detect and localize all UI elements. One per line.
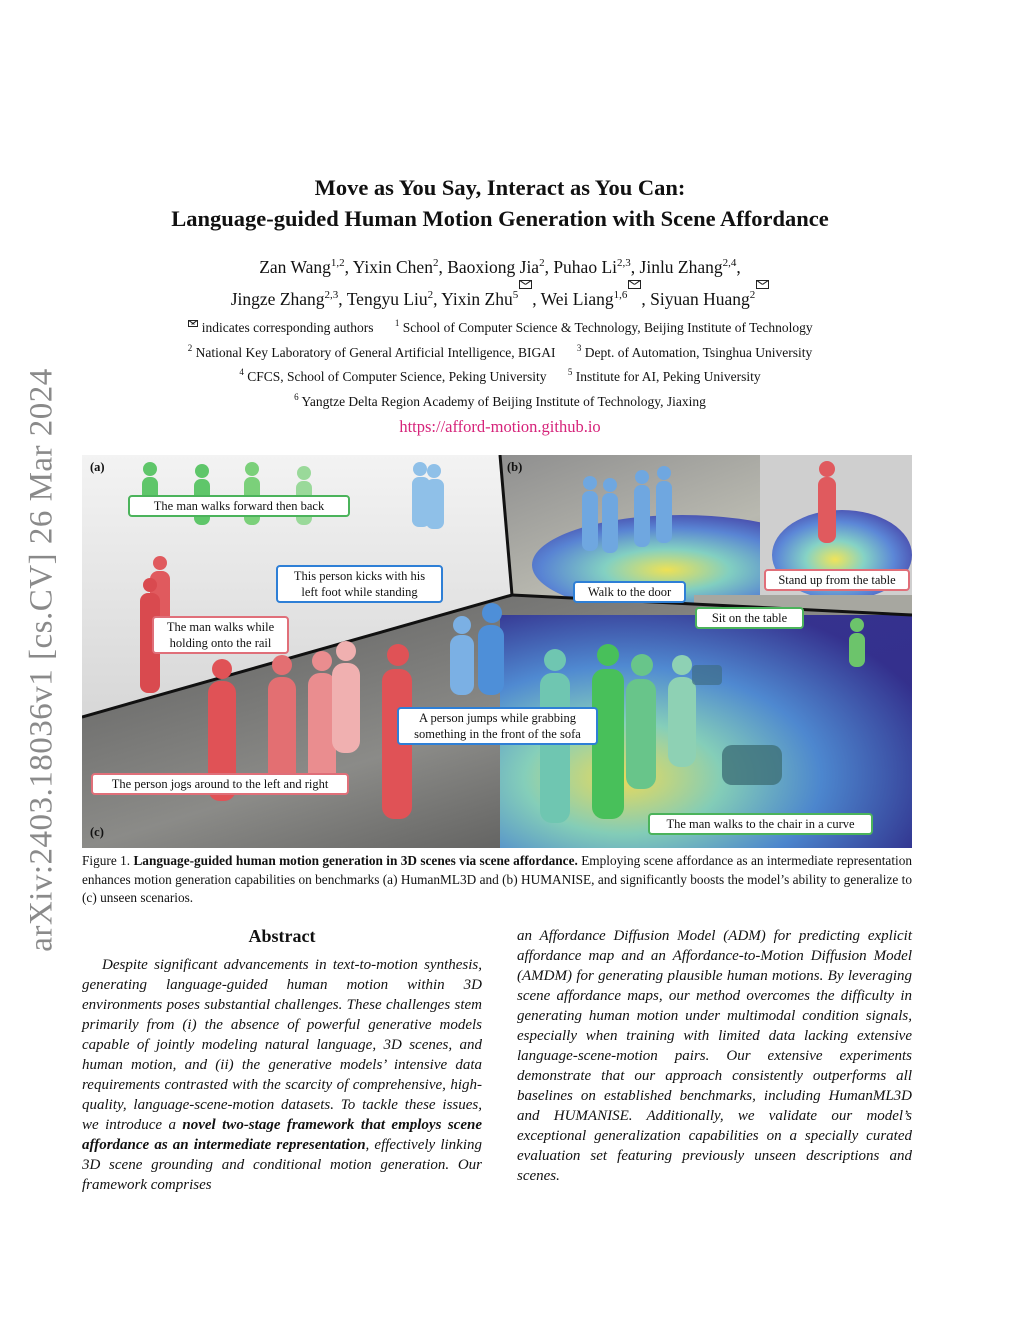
panel-label-c: (c) [90,825,104,839]
envelope-icon [519,280,532,289]
affiliation-2: National Key Laboratory of General Artificial Intelligence, BIGAI [195,344,556,360]
caption-kicks-left-foot: This person kicks with his left foot while standing [276,565,443,603]
caption-walks-forward-back: The man walks forward then back [128,495,350,517]
affiliation-line-2 [100,341,900,366]
abstract-p1-bold: novel two-stage framework that employs scene affordance as an intermediate representation [82,1117,483,1153]
author-separator: , [630,257,640,277]
affiliation-4: CFCS, School of Computer Science, Peking University [247,369,547,384]
corresponding-note: indicates corresponding authors [201,320,374,335]
arxiv-stamp-text: arXiv:2403.18036v1 [cs.CV] 26 Mar 2024 [23,368,60,952]
author-name: Yixin Zhu [441,289,513,309]
author-affiliation: 2 [432,257,439,269]
figures-panel-a-blue [412,462,444,529]
author-affiliation: 1,2 [330,257,345,269]
author-separator: , [338,289,347,309]
panel-label-b: (b) [507,460,523,474]
figure-label: Figure 1. [82,853,131,868]
author-affiliation: 2,4 [722,257,737,269]
author-separator: , [736,257,741,277]
affiliation-1: School of Computer Science & Technology, Beijing Institute of Technology [402,320,813,335]
author-list [100,254,900,312]
author-separator: , [438,257,448,277]
affiliation-number: 1 [394,318,400,328]
affiliation-number: 5 [512,289,519,301]
affiliation-number: 4 [239,367,244,377]
affiliation-number: 3 [576,342,582,353]
affiliation-line-3 [100,365,900,390]
affiliation-6: Yangtze Delta Region Academy of Beijing Institute of Technology, Jiaxing [301,393,706,409]
affiliation-number: 6 [294,391,299,402]
author-separator: , [641,289,651,309]
author-separator: , [344,257,353,277]
paper-title [100,172,900,234]
caption-walks-to-chair: The man walks to the chair in a curve [648,813,873,835]
caption-holding-rail: The man walks while holding onto the rail [152,616,289,654]
author-name: Zan Wang [259,257,331,277]
affiliation-number: 5 [567,367,573,377]
title-line-2: Language-guided Human Motion Generation with Scene Affordance [171,206,829,231]
arxiv-stamp [22,355,62,965]
author-name: Tengyu Liu [346,289,428,309]
abstract-p1-end: , effectively linking 3D scene grounding and conditional motion generation. Our framework comprises [82,1137,482,1193]
envelope-icon [188,320,198,327]
affiliation-number: 1,6 [613,289,628,301]
abstract-heading: Abstract [248,926,316,946]
author-name: Wei Liang [540,289,614,309]
author-affiliation: 2,3 [617,257,631,269]
author-name: Jinlu Zhang [639,257,723,277]
affiliations [100,316,900,414]
author-affiliation [513,289,533,301]
abstract-p1-start: Despite significant advancements in text-to-motion synthesis, generating language-guided human motion within 3D environments poses substantial challenges. These challenges stem primarily from (i) the absence of powerful generative models capable of jointly modeling natural language, 3D scenes, and human motion, and (ii) the generative models’ intensive data requirements contrasted with the scarcity of comprehensive, high-quality, language-scene-motion datasets. To tackle these issues, we introduce a [82,957,482,1133]
caption-walk-to-door: Walk to the door [573,581,686,603]
affiliation-5: Institute for AI, Peking University [575,369,761,384]
abstract-left-column [82,955,482,1195]
envelope-icon [756,280,769,289]
author-name: Puhao Li [553,257,618,277]
author-affiliation [750,289,770,301]
caption-sit-on-table: Sit on the table [695,607,804,629]
affiliation-number: 2 [749,289,756,301]
figure-caption [82,852,912,908]
affiliation-3: Dept. of Automation, Tsinghua University [584,344,813,360]
project-url-link[interactable]: https://afford-motion.github.io [399,417,601,436]
caption-jogs-left-right: The person jogs around to the left and right [91,773,349,795]
teaser-figure [82,455,912,848]
title-line-1: Move as You Say, Interact as You Can: [314,175,686,200]
author-line-2 [100,280,900,312]
author-separator: , [433,289,442,309]
author-separator: , [532,289,541,309]
caption-jumps-grabbing: A person jumps while grabbing something in the front of the sofa [397,707,598,745]
caption-stand-up-table: Stand up from the table [764,569,910,591]
figure-caption-bold: Language-guided human motion generation in 3D scenes via scene affordance. [133,853,578,868]
author-affiliation: 2 [427,289,434,301]
affiliation-number: 2 [187,342,193,353]
author-name: Yixin Chen [352,257,433,277]
author-name: Baoxiong Jia [447,257,540,277]
affiliation-line-1 [100,316,900,341]
affiliation-line-4 [100,390,900,415]
author-affiliation [614,289,642,301]
panel-label-a: (a) [90,460,105,474]
author-name: Jingze Zhang [230,289,325,309]
author-separator: , [544,257,554,277]
envelope-icon [628,280,641,289]
abstract-right-column: an Affordance Diffusion Model (ADM) for predicting explicit affordance map and an Affordance-to-Motion Diffusion Model (AMDM) for generating plausible human motions. By leveraging scene affordance maps, our method overcomes the difficulty in generating human motion under multimodal condition signals, especially when training with limited data lacking extensive language-scene-motion pairs. Our extensive experiments demonstrate that our approach consistently outperforms all baselines on established benchmarks, including HumanML3D and HUMANISE. Additionally, we validate our model’s exceptional generalization capabilities on a specially curated evaluation set featuring previously unseen descriptions and scenes. [517,928,912,1184]
figure-caption-text: Employing scene affordance as an intermediate representation enhances motion generation capabilities on benchmarks (a) HumanML3D and (b) HUMANISE, and significantly boosts the model’s ability to generalize to (c) unseen scenarios. [82,853,913,905]
author-name: Siyuan Huang [650,289,750,309]
author-affiliation: 2,3 [324,289,339,301]
author-line-1 [100,254,900,280]
author-affiliation: 2 [539,257,545,269]
